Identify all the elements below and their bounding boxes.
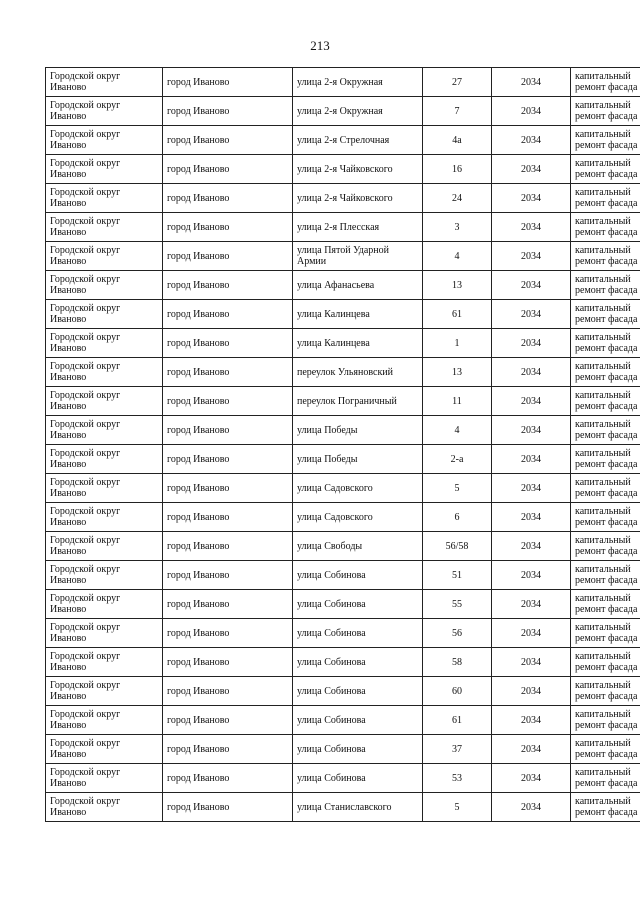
municipal-district-cell: Городской округ Иваново (46, 706, 163, 735)
municipal-district-cell: Городской округ Иваново (46, 242, 163, 271)
work-type-cell: капитальный ремонт фасада (571, 764, 640, 793)
work-type-cell: капитальный ремонт фасада (571, 735, 640, 764)
municipal-district-cell: Городской округ Иваново (46, 532, 163, 561)
work-type-cell: капитальный ремонт фасада (571, 358, 640, 387)
table-row (46, 474, 640, 503)
settlement-cell: город Иваново (163, 387, 293, 416)
street-cell: переулок Ульяновский (293, 358, 423, 387)
work-type-cell: капитальный ремонт фасада (571, 184, 640, 213)
work-type-cell: капитальный ремонт фасада (571, 155, 640, 184)
settlement-cell: город Иваново (163, 97, 293, 126)
settlement-cell: город Иваново (163, 358, 293, 387)
house-number-cell: 53 (423, 764, 492, 793)
planned-year-cell: 2034 (492, 474, 571, 503)
settlement-cell: город Иваново (163, 793, 293, 822)
municipal-district-cell: Городской округ Иваново (46, 590, 163, 619)
settlement-cell: город Иваново (163, 735, 293, 764)
settlement-cell: город Иваново (163, 126, 293, 155)
table-row (46, 300, 640, 329)
work-type-cell: капитальный ремонт фасада (571, 619, 640, 648)
table-body (46, 68, 640, 822)
street-cell: улица Афанасьева (293, 271, 423, 300)
street-cell: улица Собинова (293, 561, 423, 590)
planned-year-cell: 2034 (492, 503, 571, 532)
settlement-cell: город Иваново (163, 329, 293, 358)
street-cell: улица Калинцева (293, 300, 423, 329)
work-type-cell: капитальный ремонт фасада (571, 213, 640, 242)
street-cell: улица 2-я Чайковского (293, 184, 423, 213)
table-row (46, 619, 640, 648)
settlement-cell: город Иваново (163, 155, 293, 184)
planned-year-cell: 2034 (492, 793, 571, 822)
planned-year-cell: 2034 (492, 648, 571, 677)
street-cell: улица 2-я Окружная (293, 97, 423, 126)
house-number-cell: 37 (423, 735, 492, 764)
work-type-cell: капитальный ремонт фасада (571, 793, 640, 822)
work-type-cell: капитальный ремонт фасада (571, 126, 640, 155)
table-row (46, 68, 640, 97)
municipal-district-cell: Городской округ Иваново (46, 155, 163, 184)
housing-repair-table (45, 67, 640, 822)
work-type-cell: капитальный ремонт фасада (571, 97, 640, 126)
street-cell: улица Пятой Ударной Армии (293, 242, 423, 271)
street-cell: улица Калинцева (293, 329, 423, 358)
street-cell: улица Садовского (293, 503, 423, 532)
table-row (46, 271, 640, 300)
settlement-cell: город Иваново (163, 706, 293, 735)
planned-year-cell: 2034 (492, 358, 571, 387)
settlement-cell: город Иваново (163, 764, 293, 793)
planned-year-cell: 2034 (492, 561, 571, 590)
table-row (46, 445, 640, 474)
planned-year-cell: 2034 (492, 387, 571, 416)
house-number-cell: 4 (423, 242, 492, 271)
table-row (46, 213, 640, 242)
municipal-district-cell: Городской округ Иваново (46, 445, 163, 474)
work-type-cell: капитальный ремонт фасада (571, 648, 640, 677)
settlement-cell: город Иваново (163, 474, 293, 503)
street-cell: улица Собинова (293, 590, 423, 619)
planned-year-cell: 2034 (492, 68, 571, 97)
house-number-cell: 6 (423, 503, 492, 532)
municipal-district-cell: Городской округ Иваново (46, 474, 163, 503)
street-cell: улица Свободы (293, 532, 423, 561)
table-row (46, 155, 640, 184)
house-number-cell: 5 (423, 793, 492, 822)
house-number-cell: 61 (423, 300, 492, 329)
work-type-cell: капитальный ремонт фасада (571, 532, 640, 561)
street-cell: улица 2-я Окружная (293, 68, 423, 97)
house-number-cell: 1 (423, 329, 492, 358)
municipal-district-cell: Городской округ Иваново (46, 213, 163, 242)
settlement-cell: город Иваново (163, 677, 293, 706)
table-row (46, 648, 640, 677)
table-row (46, 735, 640, 764)
settlement-cell: город Иваново (163, 68, 293, 97)
planned-year-cell: 2034 (492, 619, 571, 648)
settlement-cell: город Иваново (163, 445, 293, 474)
street-cell: улица Садовского (293, 474, 423, 503)
street-cell: улица 2-я Стрелочная (293, 126, 423, 155)
settlement-cell: город Иваново (163, 271, 293, 300)
house-number-cell: 56/58 (423, 532, 492, 561)
settlement-cell: город Иваново (163, 213, 293, 242)
settlement-cell: город Иваново (163, 242, 293, 271)
planned-year-cell: 2034 (492, 706, 571, 735)
house-number-cell: 11 (423, 387, 492, 416)
settlement-cell: город Иваново (163, 561, 293, 590)
settlement-cell: город Иваново (163, 532, 293, 561)
municipal-district-cell: Городской округ Иваново (46, 619, 163, 648)
municipal-district-cell: Городской округ Иваново (46, 561, 163, 590)
settlement-cell: город Иваново (163, 184, 293, 213)
house-number-cell: 2-а (423, 445, 492, 474)
work-type-cell: капитальный ремонт фасада (571, 590, 640, 619)
planned-year-cell: 2034 (492, 329, 571, 358)
settlement-cell: город Иваново (163, 648, 293, 677)
work-type-cell: капитальный ремонт фасада (571, 677, 640, 706)
municipal-district-cell: Городской округ Иваново (46, 184, 163, 213)
page-number: 213 (310, 38, 330, 53)
planned-year-cell: 2034 (492, 532, 571, 561)
planned-year-cell: 2034 (492, 155, 571, 184)
municipal-district-cell: Городской округ Иваново (46, 648, 163, 677)
work-type-cell: капитальный ремонт фасада (571, 242, 640, 271)
work-type-cell: капитальный ремонт фасада (571, 474, 640, 503)
municipal-district-cell: Городской округ Иваново (46, 329, 163, 358)
work-type-cell: капитальный ремонт фасада (571, 445, 640, 474)
table-row (46, 706, 640, 735)
work-type-cell: капитальный ремонт фасада (571, 416, 640, 445)
municipal-district-cell: Городской округ Иваново (46, 793, 163, 822)
planned-year-cell: 2034 (492, 300, 571, 329)
planned-year-cell: 2034 (492, 97, 571, 126)
planned-year-cell: 2034 (492, 126, 571, 155)
planned-year-cell: 2034 (492, 213, 571, 242)
street-cell: улица Собинова (293, 648, 423, 677)
house-number-cell: 55 (423, 590, 492, 619)
table-row (46, 677, 640, 706)
planned-year-cell: 2034 (492, 735, 571, 764)
house-number-cell: 51 (423, 561, 492, 590)
planned-year-cell: 2034 (492, 184, 571, 213)
planned-year-cell: 2034 (492, 590, 571, 619)
house-number-cell: 58 (423, 648, 492, 677)
municipal-district-cell: Городской округ Иваново (46, 416, 163, 445)
planned-year-cell: 2034 (492, 271, 571, 300)
settlement-cell: город Иваново (163, 590, 293, 619)
house-number-cell: 24 (423, 184, 492, 213)
work-type-cell: капитальный ремонт фасада (571, 561, 640, 590)
street-cell: улица Станиславского (293, 793, 423, 822)
table-row (46, 764, 640, 793)
municipal-district-cell: Городской округ Иваново (46, 300, 163, 329)
table-row (46, 503, 640, 532)
planned-year-cell: 2034 (492, 242, 571, 271)
house-number-cell: 13 (423, 358, 492, 387)
house-number-cell: 60 (423, 677, 492, 706)
municipal-district-cell: Городской округ Иваново (46, 358, 163, 387)
house-number-cell: 4 (423, 416, 492, 445)
street-cell: улица 2-я Чайковского (293, 155, 423, 184)
municipal-district-cell: Городской округ Иваново (46, 764, 163, 793)
municipal-district-cell: Городской округ Иваново (46, 68, 163, 97)
settlement-cell: город Иваново (163, 619, 293, 648)
planned-year-cell: 2034 (492, 764, 571, 793)
street-cell: улица Собинова (293, 735, 423, 764)
municipal-district-cell: Городской округ Иваново (46, 97, 163, 126)
work-type-cell: капитальный ремонт фасада (571, 300, 640, 329)
work-type-cell: капитальный ремонт фасада (571, 503, 640, 532)
street-cell: улица 2-я Плесская (293, 213, 423, 242)
house-number-cell: 4а (423, 126, 492, 155)
house-number-cell: 3 (423, 213, 492, 242)
house-number-cell: 13 (423, 271, 492, 300)
house-number-cell: 7 (423, 97, 492, 126)
work-type-cell: капитальный ремонт фасада (571, 329, 640, 358)
house-number-cell: 61 (423, 706, 492, 735)
table-row (46, 561, 640, 590)
house-number-cell: 5 (423, 474, 492, 503)
settlement-cell: город Иваново (163, 416, 293, 445)
table-row (46, 590, 640, 619)
planned-year-cell: 2034 (492, 677, 571, 706)
house-number-cell: 27 (423, 68, 492, 97)
street-cell: улица Победы (293, 416, 423, 445)
table-row (46, 387, 640, 416)
street-cell: улица Собинова (293, 764, 423, 793)
table-row (46, 329, 640, 358)
work-type-cell: капитальный ремонт фасада (571, 68, 640, 97)
work-type-cell: капитальный ремонт фасада (571, 706, 640, 735)
table-row (46, 242, 640, 271)
street-cell: улица Собинова (293, 677, 423, 706)
settlement-cell: город Иваново (163, 503, 293, 532)
street-cell: улица Собинова (293, 619, 423, 648)
municipal-district-cell: Городской округ Иваново (46, 387, 163, 416)
municipal-district-cell: Городской округ Иваново (46, 271, 163, 300)
table-row (46, 532, 640, 561)
municipal-district-cell: Городской округ Иваново (46, 735, 163, 764)
table-row (46, 97, 640, 126)
municipal-district-cell: Городской округ Иваново (46, 126, 163, 155)
municipal-district-cell: Городской округ Иваново (46, 503, 163, 532)
table-row (46, 126, 640, 155)
work-type-cell: капитальный ремонт фасада (571, 271, 640, 300)
house-number-cell: 16 (423, 155, 492, 184)
settlement-cell: город Иваново (163, 300, 293, 329)
planned-year-cell: 2034 (492, 445, 571, 474)
street-cell: переулок Пограничный (293, 387, 423, 416)
table-row (46, 184, 640, 213)
table-row (46, 793, 640, 822)
table-row (46, 358, 640, 387)
municipal-district-cell: Городской округ Иваново (46, 677, 163, 706)
planned-year-cell: 2034 (492, 416, 571, 445)
street-cell: улица Собинова (293, 706, 423, 735)
street-cell: улица Победы (293, 445, 423, 474)
house-number-cell: 56 (423, 619, 492, 648)
work-type-cell: капитальный ремонт фасада (571, 387, 640, 416)
table-row (46, 416, 640, 445)
